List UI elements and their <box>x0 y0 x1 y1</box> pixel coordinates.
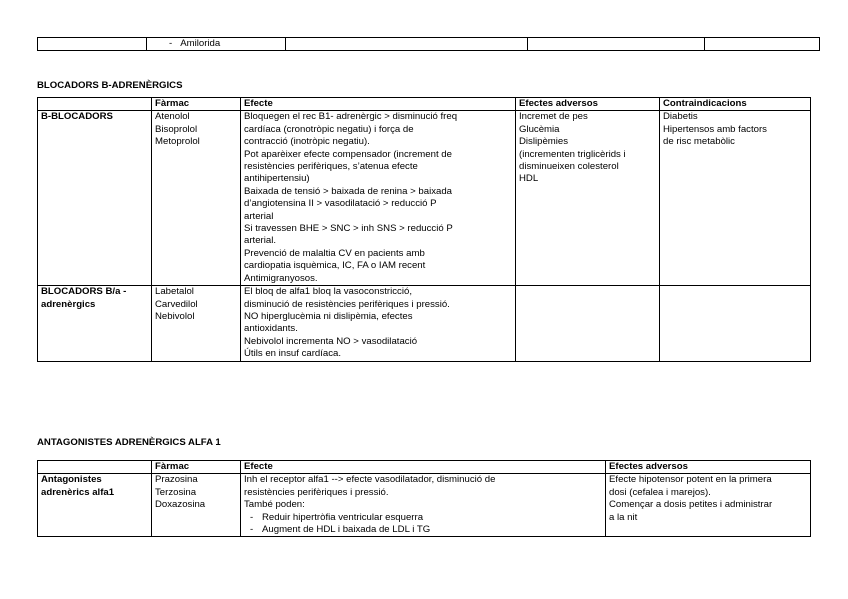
contra-line: de risc metabòlic <box>663 136 735 148</box>
effect-line: Bloquegen el rec B1- adrenèrgic > disminució freq <box>244 111 458 123</box>
drugs-cell <box>152 474 241 537</box>
table-cell <box>147 38 286 51</box>
effect-line: antihipertensiu) <box>244 173 310 185</box>
drug-name: Carvedilol <box>155 298 198 310</box>
adverse-effects-cell <box>516 111 660 286</box>
adverse-line: dosi (cefalea i marejos). <box>609 486 711 498</box>
effect-sub-item <box>244 524 602 536</box>
effect-line: Pot aparèixer efecte compensador (increment de <box>244 148 452 160</box>
drug-name: Amilorida <box>180 38 221 49</box>
adverse-line: Efecte hipotensor potent en la primera <box>609 474 772 486</box>
table-row <box>38 286 811 361</box>
drug-name: Doxazosina <box>155 499 206 511</box>
table-cell <box>286 38 528 51</box>
effect-line: Si travessen BHE > SNC > inh SNS > reducció P <box>244 223 453 235</box>
contraindications-cell <box>660 286 811 361</box>
effect-line: Baixada de tensió > baixada de renina > baixada <box>244 185 453 197</box>
drug-name: Prazosina <box>155 474 198 486</box>
table-cell <box>705 38 820 51</box>
table-header-row <box>38 461 811 474</box>
adverse-line: (incrementen triglicèrids i <box>519 148 626 160</box>
adverse-line: Començar a dosis petites i administrar <box>609 499 773 511</box>
row-label-line: Antagonistes <box>41 474 102 486</box>
header-cell: Efectes adversos <box>606 461 811 474</box>
table-row <box>38 38 820 51</box>
effect-sub-text: Augment de HDL i baixada de LDL i TG <box>262 524 431 536</box>
bullet-dash: - <box>169 38 173 49</box>
effect-line: cardíaca (cronotròpic negatiu) i força de <box>244 123 414 135</box>
drugs-cell <box>152 286 241 361</box>
drug-name: Labetalol <box>155 286 194 298</box>
row-label-line: adrenèrics alfa1 <box>41 486 115 498</box>
effect-line: També poden: <box>244 499 305 511</box>
effect-line: Prevenció de malaltia CV en pacients amb <box>244 247 425 259</box>
bullet-dash: - <box>250 524 254 536</box>
drug-name: Bisoprolol <box>155 123 198 135</box>
drug-name: Terzosina <box>155 486 197 498</box>
section-title-alpha1-antagonists: ANTAGONISTES ADRENÈRGICS ALFA 1 <box>37 437 221 448</box>
header-cell: Fàrmac <box>152 98 241 111</box>
adverse-line: disminueixen colesterol <box>519 161 619 173</box>
table-header-row <box>38 98 811 111</box>
effect-line: Antimigranyosos. <box>244 272 318 284</box>
effect-line: El bloq de alfa1 bloq la vasoconstricció, <box>244 286 412 298</box>
drug-name: Atenolol <box>155 111 190 123</box>
header-cell-empty <box>38 98 152 111</box>
adverse-line: HDL <box>519 173 539 185</box>
beta-blockers-table <box>37 97 811 362</box>
row-label <box>38 286 152 361</box>
row-label-line: adrenèrgics <box>41 298 96 310</box>
effect-sub-text: Reduir hipertròfia ventricular esquerra <box>262 511 424 523</box>
section-title-beta-blockers: BLOCADORS B-ADRENÈRGICS <box>37 80 183 91</box>
table-row <box>38 111 811 286</box>
effect-line: disminució de resistències perifèriques i pressió. <box>244 298 450 310</box>
row-label: B-BLOCADORS <box>38 111 152 286</box>
effect-sub-item <box>244 512 602 524</box>
effect-line: cardiopatia isquèmica, IC, FA o IAM recent <box>244 260 426 272</box>
effect-line: d’angiotensina II > vasodilatació > reducció P <box>244 198 437 210</box>
header-cell-empty <box>38 461 152 474</box>
adverse-line: Incremet de pes <box>519 111 588 123</box>
top-table <box>37 37 820 51</box>
contra-line: Hipertensos amb factors <box>663 123 767 135</box>
header-cell: Efecte <box>241 98 516 111</box>
effect-line: contracció (inotròpic negatiu). <box>244 136 370 148</box>
effect-line: arterial <box>244 210 274 222</box>
effect-line: arterial. <box>244 235 276 247</box>
effect-cell <box>241 474 606 537</box>
adverse-effects-cell <box>516 286 660 361</box>
bullet-dash: - <box>250 511 254 523</box>
effect-line: Inh el receptor alfa1 --> efecte vasodilatador, disminució de <box>244 474 496 486</box>
row-label <box>38 474 152 537</box>
contra-line: Diabetis <box>663 111 698 123</box>
header-cell: Efectes adversos <box>516 98 660 111</box>
adverse-line: Dislipèmies <box>519 136 569 148</box>
drugs-cell <box>152 111 241 286</box>
contraindications-cell <box>660 111 811 286</box>
adverse-effects-cell <box>606 474 811 537</box>
table-cell <box>528 38 705 51</box>
drug-name: Metoprolol <box>155 136 200 148</box>
header-cell: Fàrmac <box>152 461 241 474</box>
table-cell <box>38 38 147 51</box>
adverse-line: a la nit <box>609 511 638 523</box>
effect-line: antioxidants. <box>244 323 298 335</box>
drug-name: Nebivolol <box>155 310 195 322</box>
table-row <box>38 474 811 537</box>
effect-line: resistències perifèriques, s’atenua efecte <box>244 161 418 173</box>
alpha1-antagonists-table <box>37 460 811 537</box>
adverse-line: Glucèmia <box>519 123 560 135</box>
effect-line: Útils en insuf cardíaca. <box>244 348 342 360</box>
header-cell: Efecte <box>241 461 606 474</box>
effect-line: NO hiperglucèmia ni dislipèmia, efectes <box>244 310 413 322</box>
effect-cell <box>241 286 516 361</box>
header-cell: Contraindicacions <box>660 98 811 111</box>
effect-cell <box>241 111 516 286</box>
row-label-line: BLOCADORS B/a - <box>41 286 127 298</box>
effect-line: Nebivolol incrementa NO > vasodilatació <box>244 335 418 347</box>
effect-line: resistències perifèriques i pressió. <box>244 486 389 498</box>
